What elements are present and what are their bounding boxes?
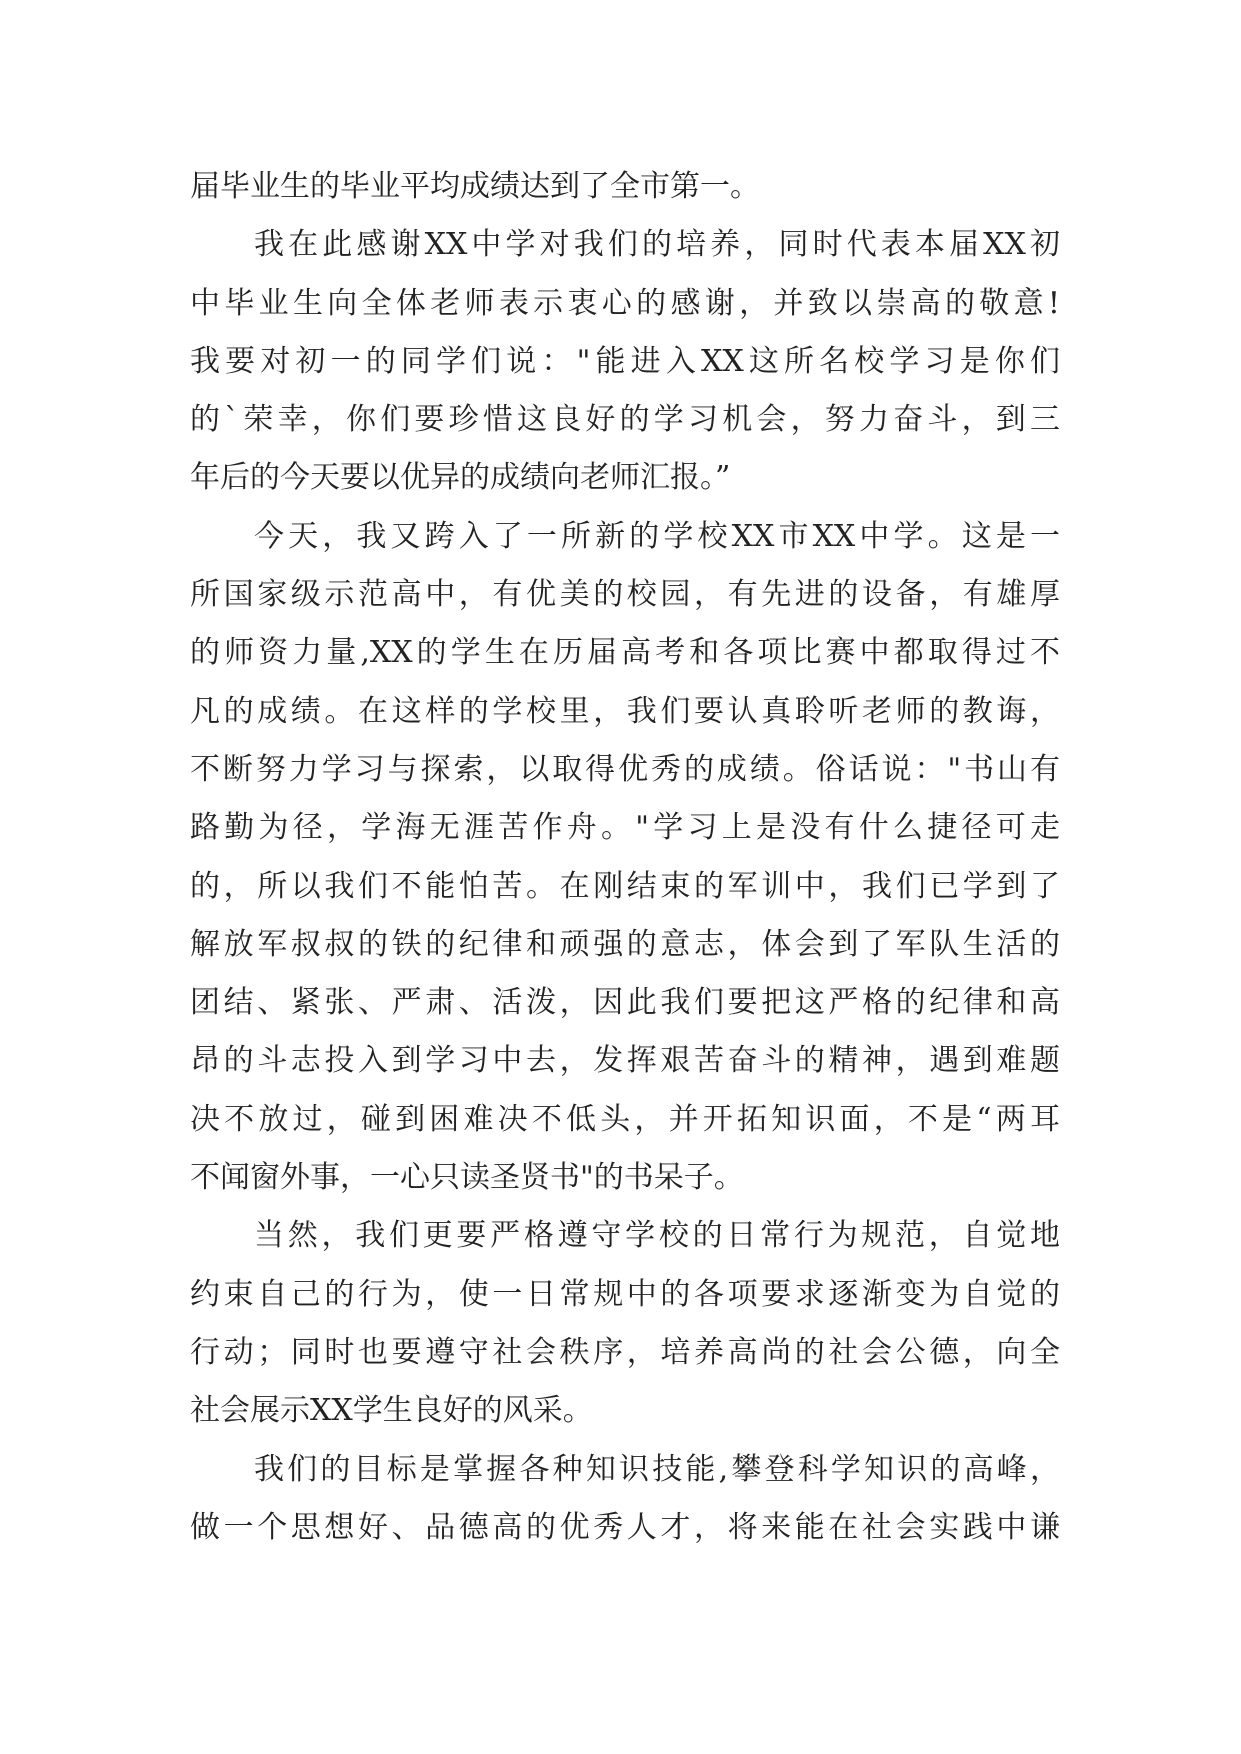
text-line: 我们的目标是掌握各种知识技能,攀登科学知识的高峰， — [254, 1451, 1060, 1487]
text-line: 所国家级示范高中，有优美的校园，有先进的设备，有雄厚 — [190, 577, 1060, 613]
text-line: 今天，我又跨入了一所新的学校XX市XX中学。这是一 — [254, 518, 1060, 554]
text-line: 社会展示XX学生良好的风采。 — [190, 1393, 593, 1429]
text-line: 凡的成绩。在这样的学校里，我们要认真聆听老师的教诲， — [190, 693, 1060, 729]
text-line: 昂的斗志投入到学习中去，发挥艰苦奋斗的精神，遇到难题 — [190, 1043, 1060, 1079]
text-line: 不闻窗外事，一心只读圣贤书"的书呆子。 — [190, 1160, 744, 1196]
text-line: 决不放过，碰到困难决不低头，并开拓知识面，不是“两耳 — [190, 1101, 1060, 1137]
text-line: 我要对初一的同学们说："能进入XX这所名校学习是你们 — [190, 343, 1060, 379]
text-line: 的`荣幸，你们要珍惜这良好的学习机会，努力奋斗，到三 — [190, 402, 1060, 438]
text-line: 做一个思想好、品德高的优秀人才，将来能在社会实践中谦 — [190, 1509, 1060, 1545]
text-line: 的，所以我们不能怕苦。在刚结束的军训中，我们已学到了 — [190, 868, 1060, 904]
text-line: 行动；同时也要遵守社会秩序，培养高尚的社会公德，向全 — [190, 1334, 1060, 1370]
text-line: 我在此感谢XX中学对我们的培养，同时代表本届XX初 — [254, 227, 1060, 263]
text-line: 中毕业生向全体老师表示衷心的感谢，并致以崇高的敬意! — [190, 285, 1060, 321]
text-line: 年后的今天要以优异的成绩向老师汇报。” — [190, 460, 731, 496]
text-line: 当然，我们更要严格遵守学校的日常行为规范，自觉地 — [254, 1218, 1060, 1254]
text-line: 团结、紧张、严肃、活泼，因此我们要把这严格的纪律和高 — [190, 985, 1060, 1021]
body-text — [190, 158, 1060, 1557]
text-line: 路勤为径，学海无涯苦作舟。"学习上是没有什么捷径可走 — [190, 810, 1060, 846]
text-line: 届毕业生的毕业平均成绩达到了全市第一。 — [190, 169, 760, 204]
text-line: 解放军叔叔的铁的纪律和顽强的意志，体会到了军队生活的 — [190, 926, 1060, 962]
text-line: 的师资力量,XX的学生在历届高考和各项比赛中都取得过不 — [190, 635, 1060, 671]
text-line: 不断努力学习与探索，以取得优秀的成绩。俗话说："书山有 — [190, 751, 1060, 787]
text-line: 约束自己的行为，使一日常规中的各项要求逐渐变为自觉的 — [190, 1276, 1060, 1312]
